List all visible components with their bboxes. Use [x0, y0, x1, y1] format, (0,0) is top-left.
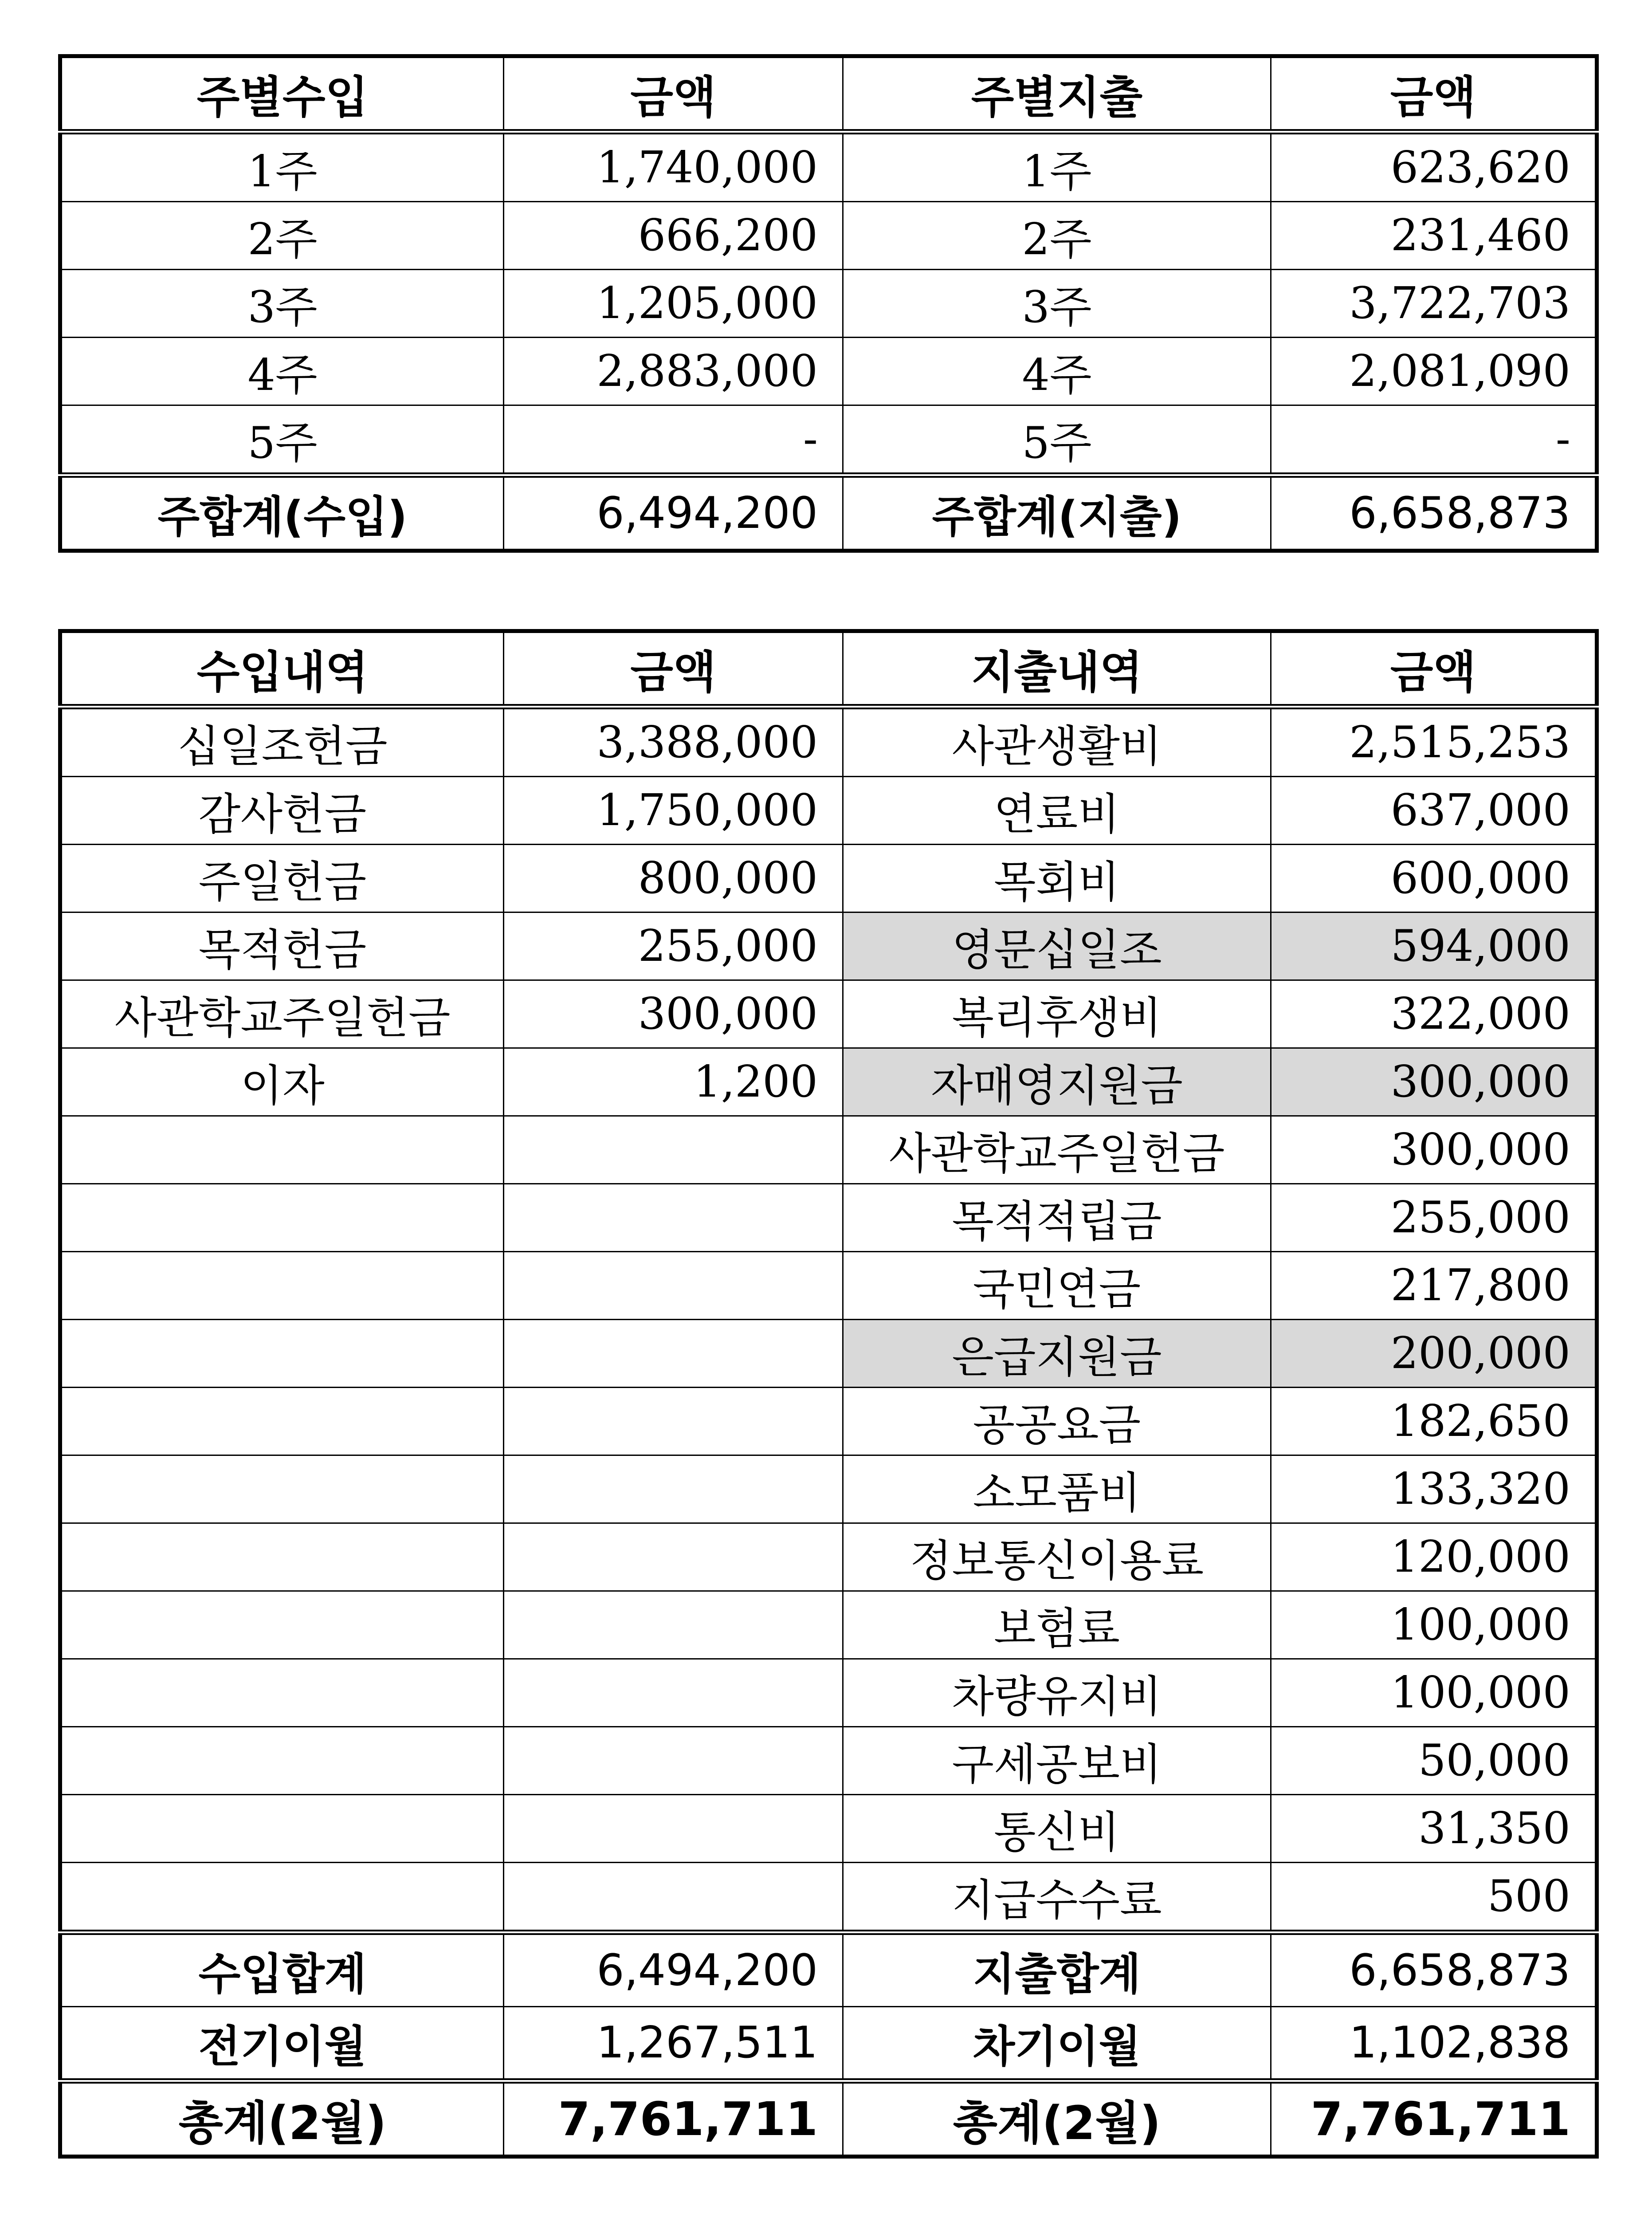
- table-row: [60, 980, 1597, 1048]
- expense-grand-total-amount: 7,761,711: [1271, 2081, 1597, 2157]
- income-item-cell: 이자: [60, 1048, 504, 1116]
- income-total-amount: 6,494,200: [504, 1932, 843, 2007]
- income-item-cell: [60, 1727, 504, 1795]
- expense-amount-cell: 3,722,703: [1271, 270, 1597, 338]
- expense-amount-cell: 120,000: [1271, 1523, 1597, 1591]
- table-row: [60, 405, 1597, 476]
- expense-item-cell: 구세공보비: [843, 1727, 1271, 1795]
- weekly-income-total-label: 주합계(수입): [60, 475, 504, 551]
- weekly-total-row: [60, 475, 1597, 551]
- detail-header-row: [60, 631, 1597, 707]
- table-row: [60, 707, 1597, 777]
- expense-amount-cell: 2,515,253: [1271, 707, 1597, 777]
- income-amount-cell: [504, 1116, 843, 1184]
- income-item-cell: [60, 1320, 504, 1388]
- table-row: [60, 845, 1597, 912]
- table-row: [60, 1659, 1597, 1727]
- table-row: [60, 1591, 1597, 1659]
- expense-item-cell: 목회비: [843, 845, 1271, 912]
- expense-item-cell: 목적적립금: [843, 1184, 1271, 1252]
- weekly-header-row: [60, 56, 1597, 132]
- income-amount-cell: [504, 1252, 843, 1320]
- income-amount-cell: [504, 1184, 843, 1252]
- income-amount-cell: 255,000: [504, 912, 843, 980]
- weekly-income-amount-header: 금액: [504, 56, 843, 132]
- income-amount-cell: 3,388,000: [504, 707, 843, 777]
- expense-amount-cell: -: [1271, 405, 1597, 476]
- expense-item-cell: 차량유지비: [843, 1659, 1271, 1727]
- expense-amount-cell: 50,000: [1271, 1727, 1597, 1795]
- weekly-expense-amount-header: 금액: [1271, 56, 1597, 132]
- expense-amount-cell: 500: [1271, 1863, 1597, 1933]
- expense-detail-amount-header: 금액: [1271, 631, 1597, 707]
- expense-amount-cell: 231,460: [1271, 202, 1597, 270]
- income-amount-cell: 666,200: [504, 202, 843, 270]
- expense-item-cell: 국민연금: [843, 1252, 1271, 1320]
- income-amount-cell: [504, 1388, 843, 1455]
- income-amount-cell: 1,200: [504, 1048, 843, 1116]
- weekly-income-total-amount: 6,494,200: [504, 475, 843, 551]
- expense-amount-cell: 100,000: [1271, 1591, 1597, 1659]
- grand-total-row: [60, 2081, 1597, 2157]
- expense-week-cell: 5주: [843, 405, 1271, 476]
- weekly-expense-total-amount: 6,658,873: [1271, 475, 1597, 551]
- expense-item-cell: 사관생활비: [843, 707, 1271, 777]
- expense-week-cell: 4주: [843, 338, 1271, 405]
- expense-item-cell: 자매영지원금: [843, 1048, 1271, 1116]
- income-total-row: [60, 1932, 1597, 2007]
- income-item-cell: [60, 1795, 504, 1863]
- income-amount-cell: 800,000: [504, 845, 843, 912]
- table-row: [60, 1252, 1597, 1320]
- expense-amount-cell: 623,620: [1271, 132, 1597, 202]
- income-item-cell: [60, 1116, 504, 1184]
- expense-week-cell: 1주: [843, 132, 1271, 202]
- expense-amount-cell: 133,320: [1271, 1455, 1597, 1523]
- income-detail-header: 수입내역: [60, 631, 504, 707]
- income-week-cell: 5주: [60, 405, 504, 476]
- expense-amount-cell: 594,000: [1271, 912, 1597, 980]
- expense-amount-cell: 322,000: [1271, 980, 1597, 1048]
- income-item-cell: 목적헌금: [60, 912, 504, 980]
- income-item-cell: [60, 1863, 504, 1933]
- income-week-cell: 2주: [60, 202, 504, 270]
- income-detail-amount-header: 금액: [504, 631, 843, 707]
- income-amount-cell: -: [504, 405, 843, 476]
- income-item-cell: [60, 1523, 504, 1591]
- expense-amount-cell: 2,081,090: [1271, 338, 1597, 405]
- income-amount-cell: [504, 1455, 843, 1523]
- income-item-cell: [60, 1388, 504, 1455]
- previous-carryover-amount: 1,267,511: [504, 2007, 843, 2081]
- expense-week-cell: 2주: [843, 202, 1271, 270]
- expense-amount-cell: 217,800: [1271, 1252, 1597, 1320]
- previous-carryover-label: 전기이월: [60, 2007, 504, 2081]
- income-amount-cell: 1,750,000: [504, 777, 843, 845]
- table-row: [60, 338, 1597, 405]
- expense-item-cell: 보험료: [843, 1591, 1271, 1659]
- expense-total-amount: 6,658,873: [1271, 1932, 1597, 2007]
- income-week-cell: 3주: [60, 270, 504, 338]
- expense-week-cell: 3주: [843, 270, 1271, 338]
- table-row: [60, 1455, 1597, 1523]
- expense-amount-cell: 600,000: [1271, 845, 1597, 912]
- next-carryover-label: 차기이월: [843, 2007, 1271, 2081]
- expense-item-cell: 지급수수료: [843, 1863, 1271, 1933]
- expense-item-cell: 복리후생비: [843, 980, 1271, 1048]
- expense-item-cell: 정보통신이용료: [843, 1523, 1271, 1591]
- table-row: [60, 777, 1597, 845]
- table-row: [60, 202, 1597, 270]
- weekly-summary-table: [58, 54, 1599, 553]
- weekly-expense-header: 주별지출: [843, 56, 1271, 132]
- expense-total-label: 지출합계: [843, 1932, 1271, 2007]
- expense-amount-cell: 200,000: [1271, 1320, 1597, 1388]
- table-row: [60, 1727, 1597, 1795]
- income-total-label: 수입합계: [60, 1932, 504, 2007]
- weekly-rows: [60, 132, 1597, 475]
- income-amount-cell: [504, 1863, 843, 1933]
- weekly-income-header: 주별수입: [60, 56, 504, 132]
- table-row: [60, 1863, 1597, 1933]
- income-week-cell: 1주: [60, 132, 504, 202]
- income-item-cell: [60, 1252, 504, 1320]
- expense-grand-total-label: 총계(2월): [843, 2081, 1271, 2157]
- table-row: [60, 1116, 1597, 1184]
- table-row: [60, 1320, 1597, 1388]
- detail-rows: [60, 707, 1597, 1932]
- income-week-cell: 4주: [60, 338, 504, 405]
- income-amount-cell: [504, 1795, 843, 1863]
- table-row: [60, 132, 1597, 202]
- income-item-cell: [60, 1591, 504, 1659]
- expense-amount-cell: 300,000: [1271, 1116, 1597, 1184]
- carryover-row: [60, 2007, 1597, 2081]
- expense-item-cell: 연료비: [843, 777, 1271, 845]
- table-row: [60, 912, 1597, 980]
- income-amount-cell: [504, 1320, 843, 1388]
- income-amount-cell: 300,000: [504, 980, 843, 1048]
- income-item-cell: 주일헌금: [60, 845, 504, 912]
- table-row: [60, 1048, 1597, 1116]
- table-row: [60, 1184, 1597, 1252]
- income-grand-total-label: 총계(2월): [60, 2081, 504, 2157]
- expense-amount-cell: 100,000: [1271, 1659, 1597, 1727]
- income-item-cell: [60, 1659, 504, 1727]
- income-amount-cell: [504, 1591, 843, 1659]
- expense-amount-cell: 300,000: [1271, 1048, 1597, 1116]
- expense-item-cell: 영문십일조: [843, 912, 1271, 980]
- expense-amount-cell: 637,000: [1271, 777, 1597, 845]
- table-row: [60, 1795, 1597, 1863]
- income-amount-cell: 1,740,000: [504, 132, 843, 202]
- table-row: [60, 1523, 1597, 1591]
- expense-amount-cell: 255,000: [1271, 1184, 1597, 1252]
- expense-item-cell: 공공요금: [843, 1388, 1271, 1455]
- income-amount-cell: [504, 1659, 843, 1727]
- table-row: [60, 270, 1597, 338]
- next-carryover-amount: 1,102,838: [1271, 2007, 1597, 2081]
- expense-amount-cell: 31,350: [1271, 1795, 1597, 1863]
- expense-item-cell: 소모품비: [843, 1455, 1271, 1523]
- detail-ledger-table: [58, 629, 1599, 2159]
- income-amount-cell: 1,205,000: [504, 270, 843, 338]
- expense-item-cell: 사관학교주일헌금: [843, 1116, 1271, 1184]
- income-amount-cell: [504, 1523, 843, 1591]
- income-item-cell: [60, 1184, 504, 1252]
- expense-item-cell: 은급지원금: [843, 1320, 1271, 1388]
- table-row: [60, 1388, 1597, 1455]
- expense-amount-cell: 182,650: [1271, 1388, 1597, 1455]
- expense-item-cell: 통신비: [843, 1795, 1271, 1863]
- income-item-cell: [60, 1455, 504, 1523]
- income-item-cell: 감사헌금: [60, 777, 504, 845]
- income-item-cell: 십일조헌금: [60, 707, 504, 777]
- income-item-cell: 사관학교주일헌금: [60, 980, 504, 1048]
- income-grand-total-amount: 7,761,711: [504, 2081, 843, 2157]
- income-amount-cell: 2,883,000: [504, 338, 843, 405]
- expense-detail-header: 지출내역: [843, 631, 1271, 707]
- weekly-expense-total-label: 주합계(지출): [843, 475, 1271, 551]
- income-amount-cell: [504, 1727, 843, 1795]
